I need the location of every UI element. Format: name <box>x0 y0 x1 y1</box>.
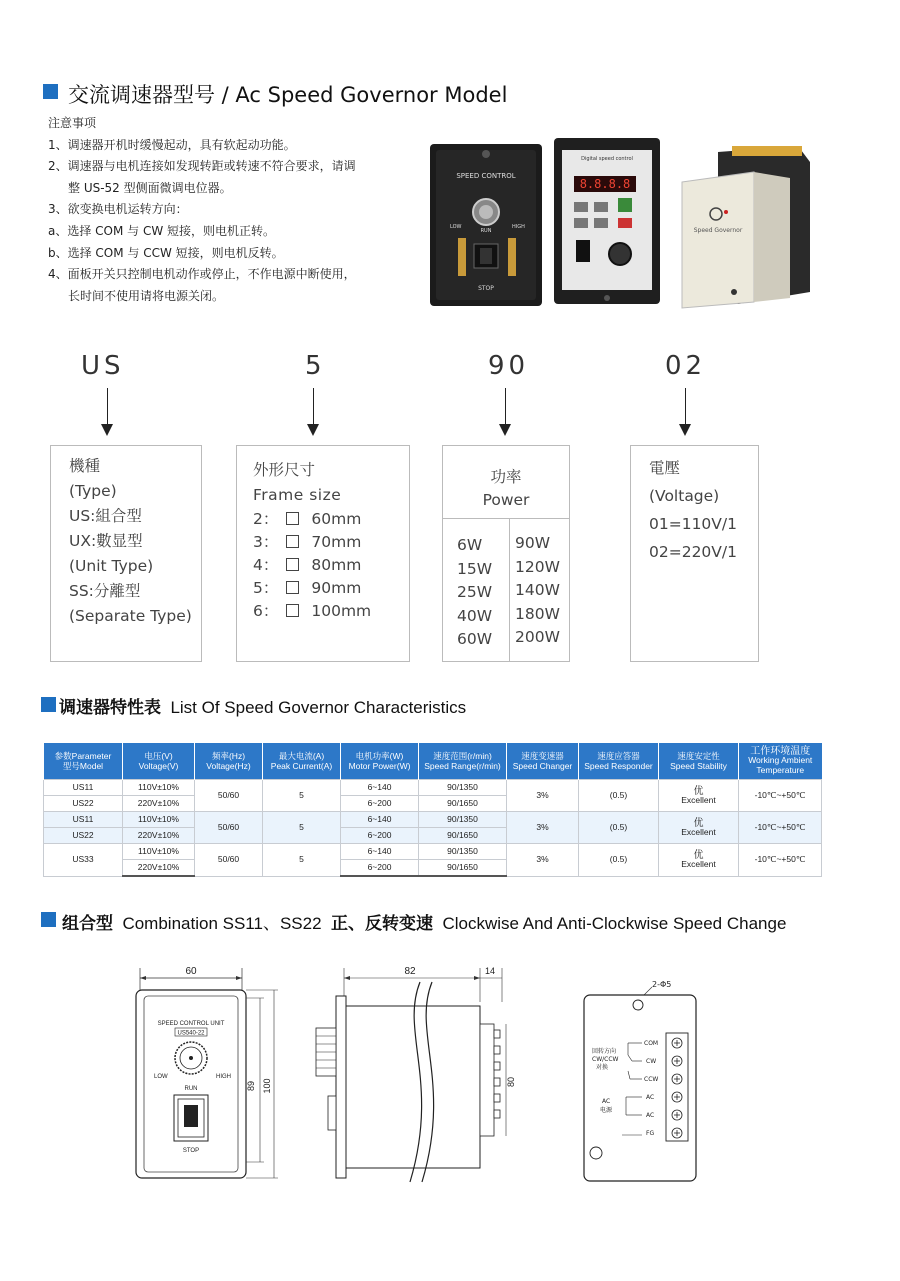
arrow-line <box>505 388 506 424</box>
arrow-down-icon <box>499 424 511 436</box>
power-value: 90W <box>515 534 551 552</box>
power-value: 40W <box>457 606 493 625</box>
frame-size-box <box>236 445 410 662</box>
power-divider <box>509 518 510 661</box>
dir-label: 回转方向 <box>592 1048 617 1055</box>
checkbox-icon <box>286 512 299 525</box>
characteristics-title: 调速器特性表 List Of Speed Governor Characteristics <box>59 698 467 718</box>
terminal-label: CW <box>646 1058 657 1065</box>
section-square-icon <box>41 697 56 712</box>
checkbox-icon <box>286 558 299 571</box>
arrow-line <box>685 388 686 424</box>
table-row: 220V±10% 6~200 90/1650 <box>44 860 822 877</box>
power-value: 200W <box>515 628 560 646</box>
type-line: 機種 <box>69 457 101 475</box>
voltage-line: (Voltage) <box>649 487 720 505</box>
ac-label: AC <box>602 1098 611 1105</box>
arrow-down-icon <box>307 424 319 436</box>
front-width-dim: 60 <box>185 966 197 977</box>
th-stability: 速度安定性 Speed Stability <box>659 743 739 780</box>
speed-controller-photo-1 <box>428 140 544 308</box>
terminal-label: CCW <box>644 1076 659 1083</box>
svg-text:8.8.8.8: 8.8.8.8 <box>579 177 631 191</box>
frame-row: 2： 60mm <box>253 510 362 528</box>
front-run: RUN <box>184 1086 198 1092</box>
th-range: 速度范围(r/min) Speed Range(r/min) <box>419 743 507 780</box>
power-value: 140W <box>515 581 560 599</box>
panel1-stop: STOP <box>478 285 494 292</box>
type-box <box>50 445 202 662</box>
ac-label: 电源 <box>600 1107 613 1114</box>
front-stop: STOP <box>182 1148 200 1154</box>
type-line: UX:數显型 <box>69 532 143 550</box>
power-value: 60W <box>457 630 493 648</box>
combination-title: 组合型 Combination SS11、SS22 正、反转变速 Clockwise And Anti-Clockwise Speed Change <box>62 914 787 934</box>
panel2-label: Digital speed control <box>581 156 633 162</box>
side-view-drawing <box>310 962 520 1192</box>
note-item: 4、面板开关只控制电机动作或停止，不作电源中断使用， <box>48 267 356 282</box>
dir-label: CW/CCW <box>592 1056 619 1063</box>
frame-row: 6： 100mm <box>253 602 372 620</box>
side-dim-82: 82 <box>404 966 416 977</box>
notes-heading: 注意事项 <box>48 116 97 130</box>
frame-subtitle: Frame size <box>253 486 342 504</box>
side-dim-14: 14 <box>484 966 496 976</box>
panel1-high: HIGH <box>512 224 525 230</box>
front-unit-label: SPEED CONTROL UNIT <box>157 1021 225 1027</box>
front-low: LOW <box>154 1074 168 1080</box>
front-view-drawing <box>128 962 288 1192</box>
panel1-run: RUN <box>480 228 492 234</box>
front-dim-100: 100 <box>262 1078 272 1094</box>
arrow-down-icon <box>101 424 113 436</box>
frame-title: 外形尺寸 <box>253 461 316 479</box>
dir-label: 对换 <box>596 1064 609 1071</box>
terminal-label: AC <box>646 1112 655 1119</box>
terminal-label: AC <box>646 1094 655 1101</box>
note-item: a、选择 COM 与 CW 短接，则电机正转。 <box>48 223 276 238</box>
page-title: 交流调速器型号 / Ac Speed Governor Model <box>68 83 508 107</box>
note-item: 2、调速器与电机连接如发现转距或转速不符合要求，请调 <box>48 159 356 174</box>
table-header-row <box>44 743 822 780</box>
voltage-line: 01=110V/1 <box>649 515 737 533</box>
th-changer: 速度变速器 Speed Changer <box>507 743 579 780</box>
checkbox-icon <box>286 581 299 594</box>
type-line: (Type) <box>69 482 117 500</box>
th-model: 参数Parameter 型号Model <box>44 743 123 780</box>
type-line: SS:分離型 <box>69 582 141 600</box>
code-part-type: US <box>81 351 125 381</box>
speed-controller-photo-3 <box>678 142 812 310</box>
note-item: 3、欲变换电机运转方向： <box>48 202 188 217</box>
table-row: US11 110V±10% 50/60 5 6~140 90/1350 3% (0.5) 优 Excellent -10℃~+50℃ <box>44 812 822 828</box>
front-high: HIGH <box>216 1074 231 1080</box>
voltage-line: 02=220V/1 <box>649 543 737 561</box>
th-frequency: 频率(Hz) Voltage(Hz) <box>195 743 263 780</box>
code-part-voltage: 02 <box>665 351 707 381</box>
table-row: US33 110V±10% 50/60 5 6~140 90/1350 3% (0.5) 优 Excellent -10℃~+50℃ <box>44 844 822 860</box>
title-square-icon <box>43 84 58 99</box>
table-row: US22 220V±10% 6~200 90/1650 <box>44 828 822 844</box>
side-dim-80: 80 <box>506 1076 516 1088</box>
type-line: (Separate Type) <box>69 607 192 625</box>
type-line: US:組合型 <box>69 507 142 525</box>
note-item: 1、调速器开机时缓慢起动，具有软起动功能。 <box>48 137 296 152</box>
back-view-drawing <box>580 975 710 1190</box>
speed-controller-photo-2 <box>552 136 662 306</box>
power-value: 180W <box>515 604 560 623</box>
front-model-label: US540-22 <box>177 1030 205 1037</box>
section-square-icon <box>41 912 56 927</box>
table-row: US22 220V±10% 6~200 90/1650 <box>44 796 822 812</box>
th-power: 电机功率(W) Motor Power(W) <box>341 743 419 780</box>
power-subtitle: Power <box>482 491 530 509</box>
note-item: b、选择 COM 与 CCW 短接，则电机反转。 <box>48 245 284 260</box>
frame-row: 5： 90mm <box>253 579 362 597</box>
terminal-label: COM <box>644 1040 659 1047</box>
frame-row: 4： 80mm <box>253 556 362 574</box>
checkbox-icon <box>286 535 299 548</box>
note-item: 整 US-52 型侧面微调电位器。 <box>68 180 232 195</box>
th-responder: 速度应答器 Speed Responder <box>579 743 659 780</box>
notes <box>48 113 356 307</box>
code-part-power: 90 <box>488 351 530 381</box>
voltage-box <box>630 445 759 662</box>
th-current: 最大电流(A) Peak Current(A) <box>263 743 341 780</box>
power-value: 15W <box>457 559 493 578</box>
power-value: 120W <box>515 557 560 576</box>
code-part-frame: 5 <box>305 351 326 381</box>
power-box <box>442 445 570 662</box>
arrow-down-icon <box>679 424 691 436</box>
type-line: (Unit Type) <box>69 557 154 575</box>
front-dim-89: 89 <box>246 1080 256 1092</box>
voltage-line: 電壓 <box>649 459 681 477</box>
th-voltage: 电压(V) Voltage(V) <box>123 743 195 780</box>
frame-row: 3： 70mm <box>253 533 362 551</box>
arrow-line <box>107 388 108 424</box>
th-temperature: 工作环境温度 Working Ambient Temperature <box>739 743 822 780</box>
note-item: 长时间不使用请将电源关闭。 <box>68 288 225 303</box>
panel1-label: SPEED CONTROL <box>456 172 516 180</box>
back-hole-label: 2-Φ5 <box>652 980 672 989</box>
table-row: US11 110V±10% 50/60 5 6~140 90/1350 3% (0.5) 优 Excellent -10℃~+50℃ <box>44 780 822 796</box>
panel3-label: Speed Governor <box>693 227 743 234</box>
terminal-label: FG <box>646 1130 655 1137</box>
checkbox-icon <box>286 604 299 617</box>
power-title: 功率 <box>490 468 522 486</box>
power-value: 25W <box>457 583 493 601</box>
power-value: 6W <box>457 536 483 554</box>
panel1-low: LOW <box>450 224 462 230</box>
arrow-line <box>313 388 314 424</box>
characteristics-table <box>43 743 822 877</box>
